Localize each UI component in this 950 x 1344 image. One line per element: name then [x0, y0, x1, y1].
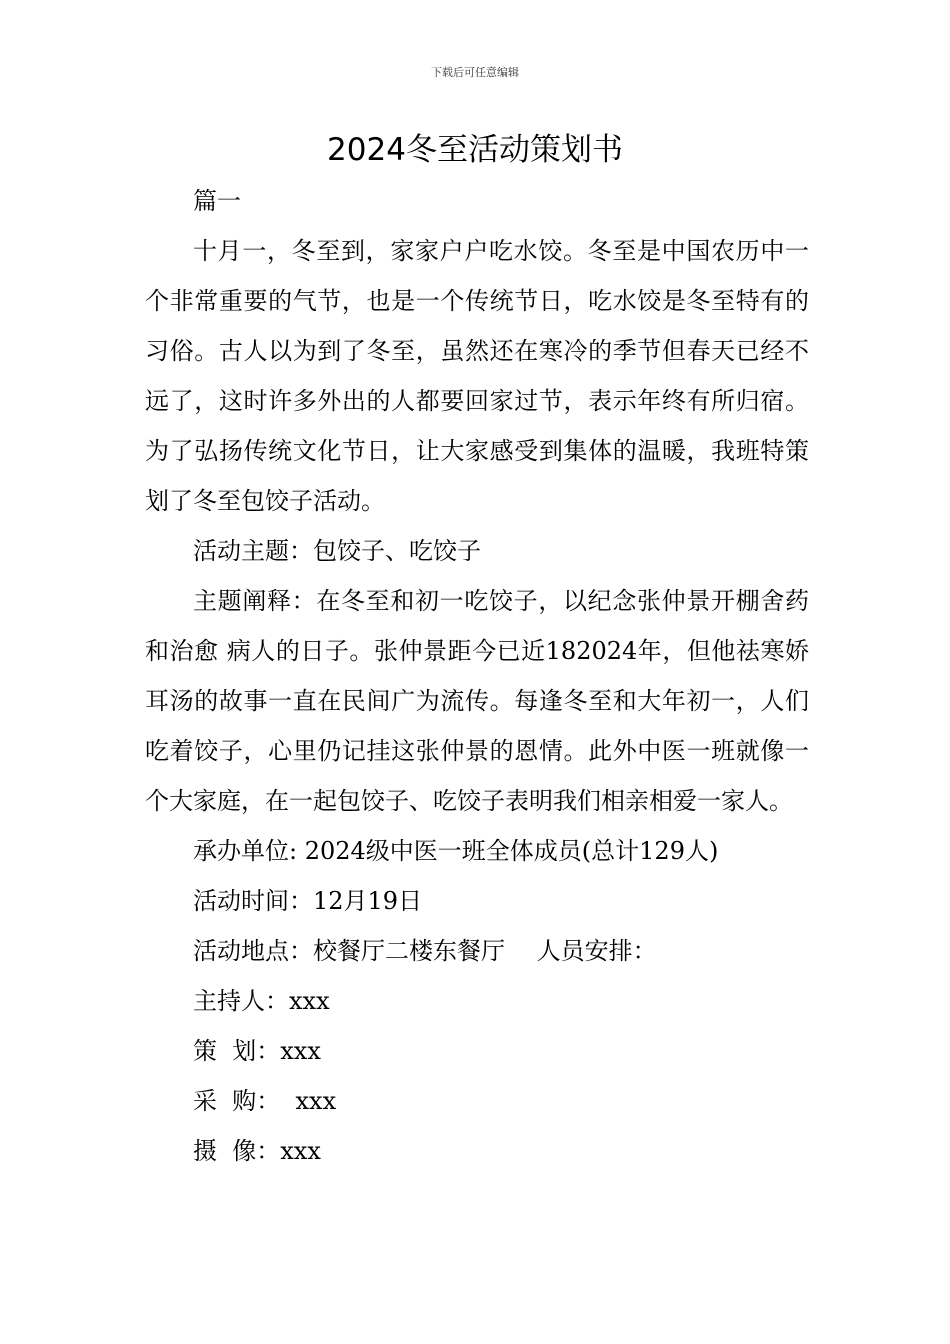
organizer-line: 承办单位: 2024级中医一班全体成员(总计129人) [193, 837, 719, 865]
staff-photographer: 摄 像：xxx [193, 1137, 321, 1165]
document-title: 2024冬至活动策划书 [327, 132, 623, 168]
page-header-note: 下载后可任意编辑 [431, 66, 519, 79]
staff-host: 主持人：xxx [193, 987, 330, 1015]
location-line: 活动地点：校餐厅二楼东餐厅 人员安排： [193, 937, 657, 965]
staff-planner: 策 划：xxx [193, 1037, 321, 1065]
interpretation-paragraph: 主题阐释：在冬至和初一吃饺子，以纪念张仲景开棚舍药和治愈 病人的日子。张仲景距今已近182024年，但他祛寒娇耳汤的故事一直在民间广为流传。每逢冬至和大年初一，人们吃着饺子，心里仍记挂这张仲景的恩情。此外中医一班就像一个大家庭，在一起包饺子、吃饺子表明我们相亲相爱一家人。 [145, 587, 809, 815]
section-heading: 篇一 [193, 187, 241, 215]
theme-line: 活动主题：包饺子、吃饺子 [193, 537, 481, 565]
document-body [145, 176, 809, 1176]
staff-purchaser: 采 购： xxx [193, 1087, 337, 1115]
intro-paragraph: 十月一，冬至到，家家户户吃水饺。冬至是中国农历中一个非常重要的气节，也是一个传统节日，吃水饺是冬至特有的习俗。古人以为到了冬至，虽然还在寒冷的季节但春天已经不远了，这时许多外出的人都要回家过节，表示年终有所归宿。为了弘扬传统文化节日，让大家感受到集体的温暖，我班特策划了冬至包饺子活动。 [145, 237, 809, 515]
time-line: 活动时间：12月19日 [193, 887, 423, 915]
